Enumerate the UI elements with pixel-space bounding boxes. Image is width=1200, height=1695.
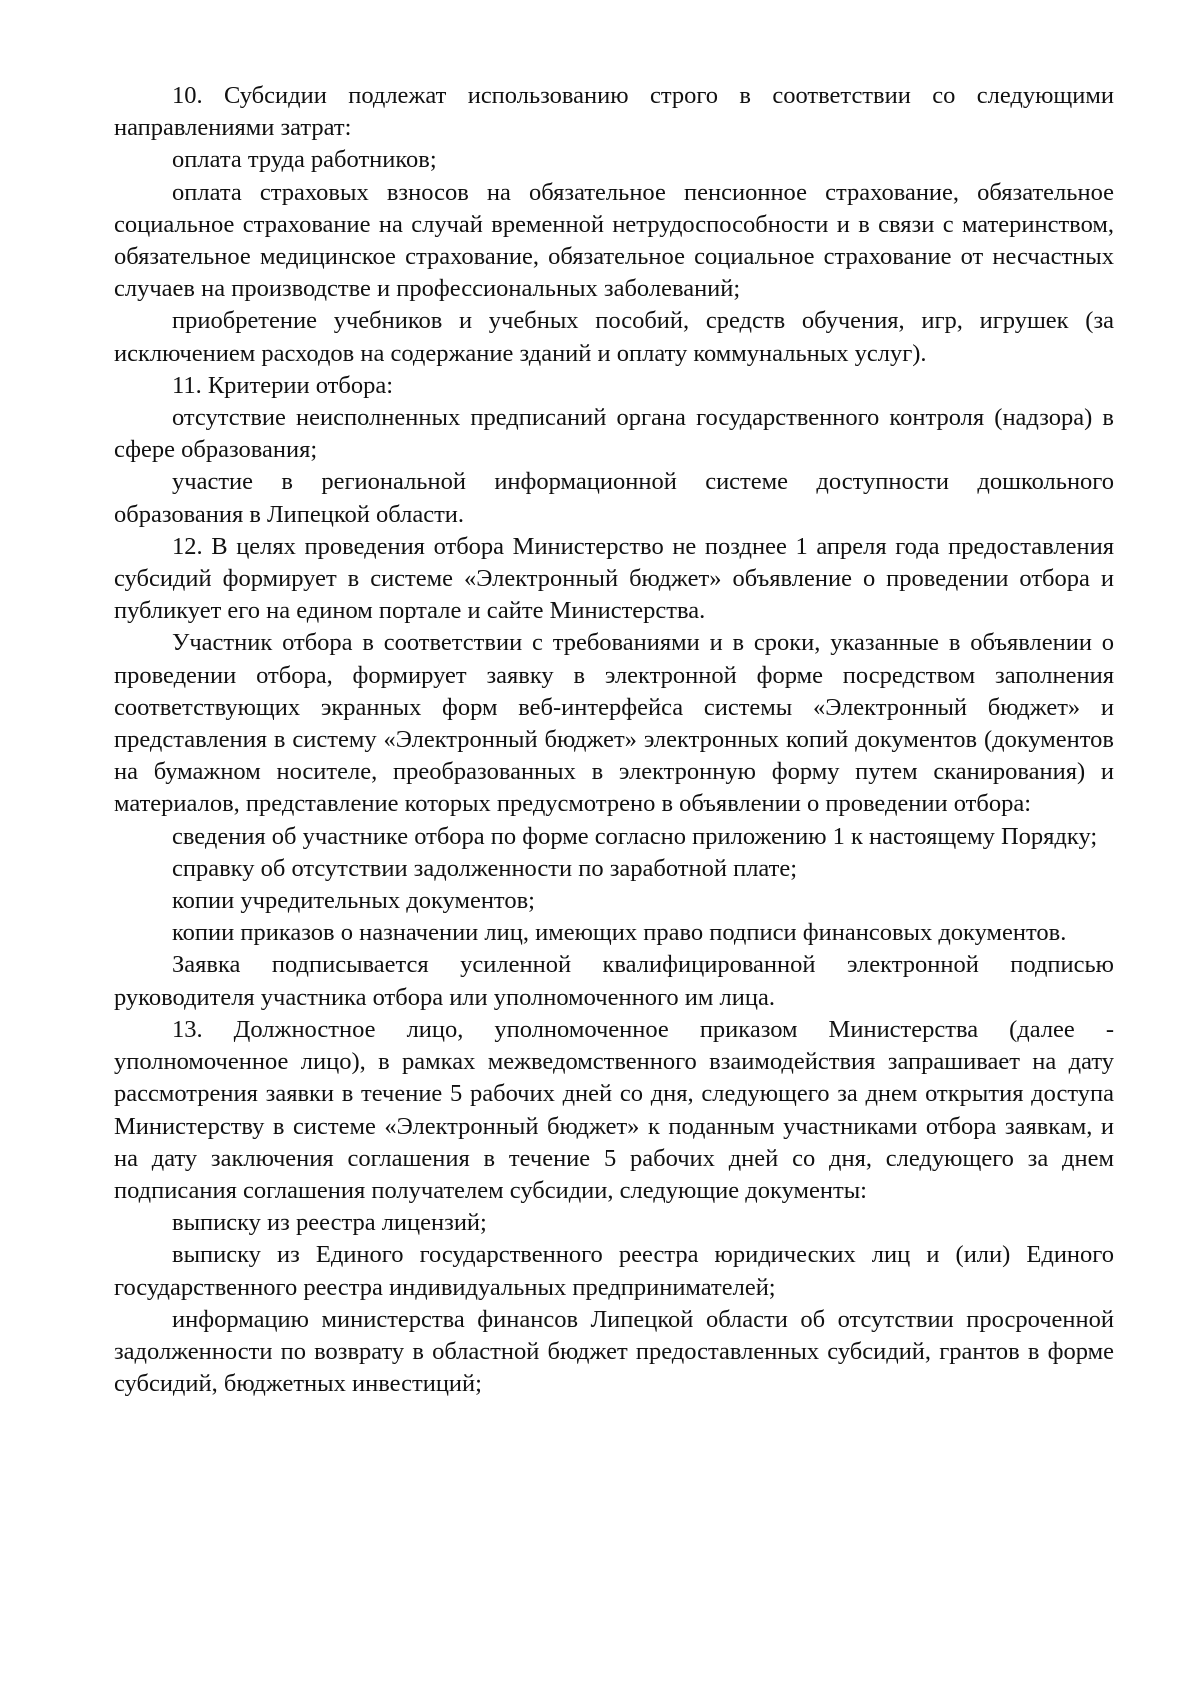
doc-item-participant-info: сведения об участнике отбора по форме согласно приложению 1 к настоящему Порядку; [172,822,1098,850]
request-item-legal-entities-registry: выписку из Единого государственного реестра юридических лиц и (или) Единого государственного реестра индивидуальных предпринимателей; [114,1241,1114,1301]
criteria-item-no-orders: отсутствие неисполненных предписаний органа государственного контроля (надзора) в сфере образования; [114,404,1114,464]
request-item-license-registry: выписку из реестра лицензий; [172,1209,487,1237]
paragraph-application-signature: Заявка подписывается усиленной квалифицированной электронной подписью руководителя участника отбора или уполномоченного им лица. [114,951,1114,1011]
paragraph-13-official: 13. Должностное лицо, уполномоченное приказом Министерства (далее - уполномоченное лицо), в рамках межведомственного взаимодействия запрашивает на дату рассмотрения заявки в течение 5 рабочих дней со дня, следующего за днем открытия доступа Министерству в системе «Электронный бюджет» к поданным участниками отбора заявкам, и на дату заключения соглашения в течение 5 рабочих дней со дня, следующего за днем подписания соглашения получателем субсидии, следующие документы: [114,1015,1114,1204]
paragraph-participant-application: Участник отбора в соответствии с требованиями и в сроки, указанные в объявлении о проведении отбора, формирует заявку в электронной форме посредством заполнения соответствующих экранных форм веб-интерфейса системы «Электронный бюджет» и представления в систему «Электронный бюджет» электронных копий документов (документов на бумажном носителе, преобразованных в электронную форму путем сканирования) и материалов, представление которых предусмотрено в объявлении о проведении отбора: [114,629,1114,818]
doc-item-founding-docs: копии учредительных документов; [172,887,535,915]
document-body [114,80,1114,1400]
paragraph-10-intro: 10. Субсидии подлежат использованию строго в соответствии со следующими направлениями затрат: [114,82,1114,142]
paragraph-12-selection: 12. В целях проведения отбора Министерство не позднее 1 апреля года предоставления субсидий формирует в системе «Электронный бюджет» объявление о проведении отбора и публикует его на едином портале и сайте Министерства. [114,532,1114,625]
list-item-labor-pay: оплата труда работников; [172,146,437,174]
doc-item-salary-debt: справку об отсутствии задолженности по заработной плате; [172,854,798,882]
request-item-finance-ministry-info: информацию министерства финансов Липецкой области об отсутствии просроченной задолженности по возврату в областной бюджет предоставленных субсидий, грантов в форме субсидий, бюджетных инвестиций; [114,1305,1114,1398]
criteria-item-regional-system: участие в региональной информационной системе доступности дошкольного образования в Липецкой области. [114,468,1114,528]
doc-item-orders-copies: копии приказов о назначении лиц, имеющих право подписи финансовых документов. [172,919,1067,947]
list-item-insurance-contributions: оплата страховых взносов на обязательное пенсионное страхование, обязательное социальное страхование на случай временной нетрудоспособности и в связи с материнством, обязательное медицинское страхование, обязательное социальное страхование от несчастных случаев на производстве и профессиональных заболеваний; [114,178,1114,303]
paragraph-11-criteria: 11. Критерии отбора: [172,371,394,399]
list-item-textbooks: приобретение учебников и учебных пособий, средств обучения, игр, игрушек (за исключением расходов на содержание зданий и оплату коммунальных услуг). [114,307,1114,367]
